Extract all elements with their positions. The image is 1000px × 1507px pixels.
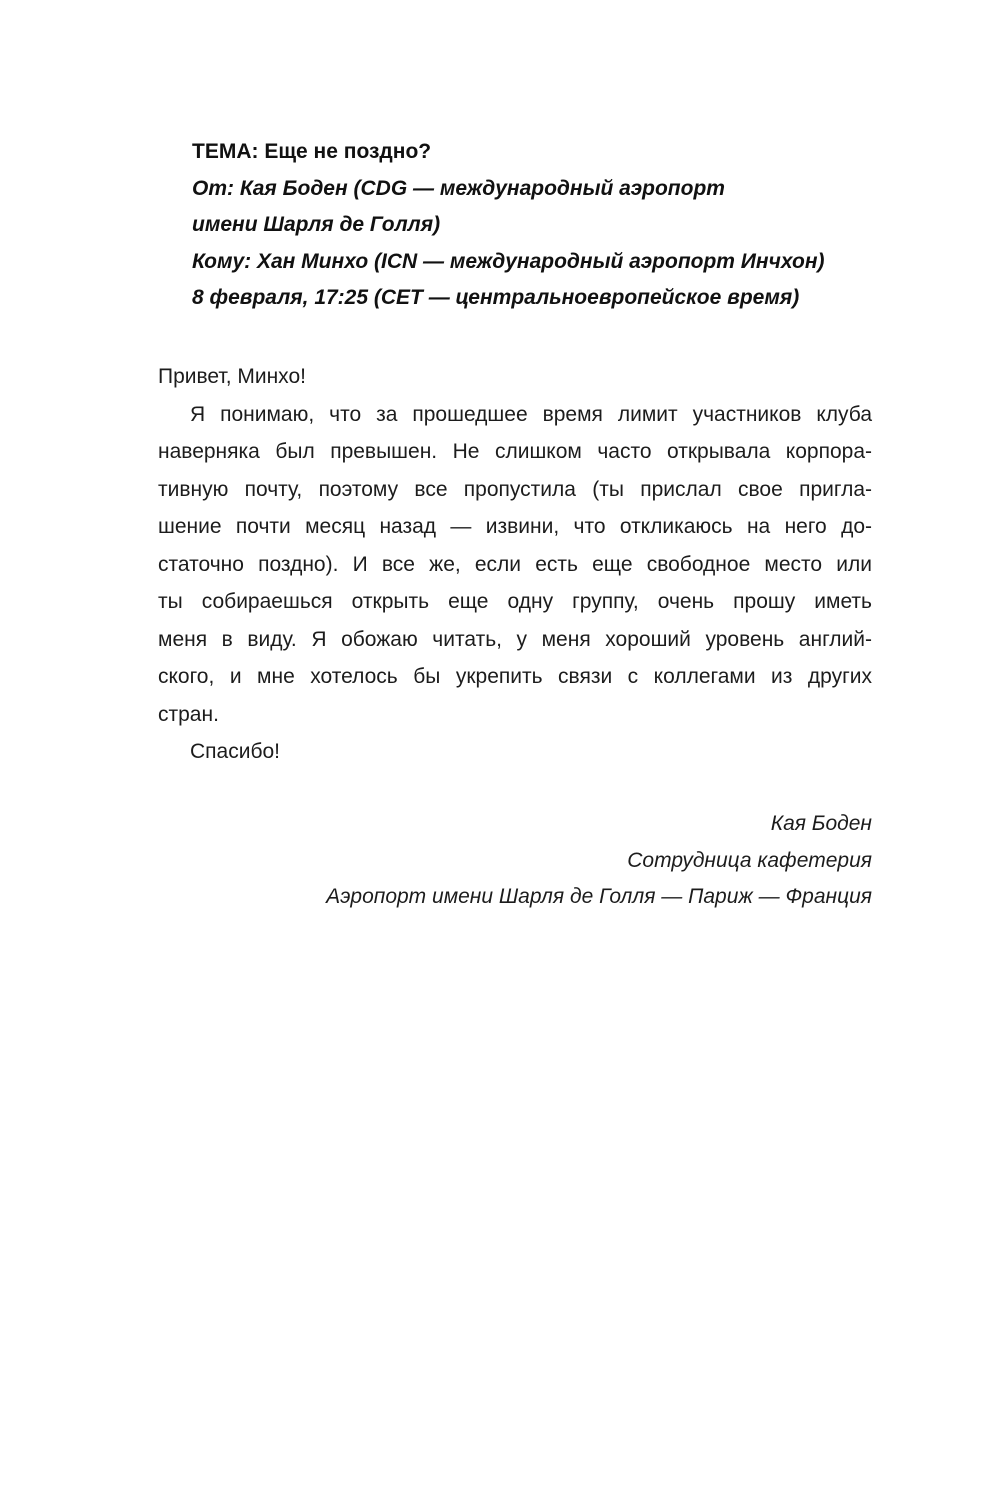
paragraph-line: тивную почту, поэтому все пропустила (ты прислал свое пригла-	[158, 477, 872, 501]
email-closing: Спасибо!	[190, 740, 280, 763]
email-header	[192, 134, 912, 317]
email-signature	[326, 806, 872, 916]
signature-name: Кая Боден	[770, 812, 872, 835]
email-from-line-1: От: Кая Боден (CDG — международный аэропорт	[192, 176, 725, 200]
email-date: 8 февраля, 17:25 (CET — центральноевропейское время)	[192, 286, 800, 309]
paragraph-line: наверняка был превышен. Не слишком часто открывала корпора-	[158, 440, 872, 463]
signature-location: Аэропорт имени Шарля де Голля — Париж — Франция	[326, 885, 872, 908]
email-paragraph	[158, 396, 872, 734]
email-body	[158, 358, 872, 771]
paragraph-line: Я понимаю, что за прошедшее время лимит участников клуба	[190, 402, 872, 426]
email-from-line-2: имени Шарля де Голля)	[192, 213, 441, 236]
email-greeting: Привет, Минхо!	[158, 365, 306, 388]
email-subject: ТЕМА: Еще не поздно?	[192, 140, 432, 163]
email-to: Кому: Хан Минхо (ICN — международный аэропорт Инчхон)	[192, 249, 825, 273]
paragraph-line: ского, и мне хотелось бы укрепить связи с коллегами из других	[158, 665, 872, 688]
paragraph-line: меня в виду. Я обожаю читать, у меня хороший уровень англий-	[158, 627, 872, 651]
paragraph-line: статочно поздно). И все же, если есть еще свободное место или	[158, 552, 872, 576]
paragraph-line: ты собираешься открыть еще одну группу, очень прошу иметь	[158, 590, 872, 613]
signature-position: Сотрудница кафетерия	[627, 848, 872, 872]
paragraph-line: шение почти месяц назад — извини, что откликаюсь на него до-	[158, 515, 872, 538]
paragraph-line: стран.	[158, 702, 219, 726]
